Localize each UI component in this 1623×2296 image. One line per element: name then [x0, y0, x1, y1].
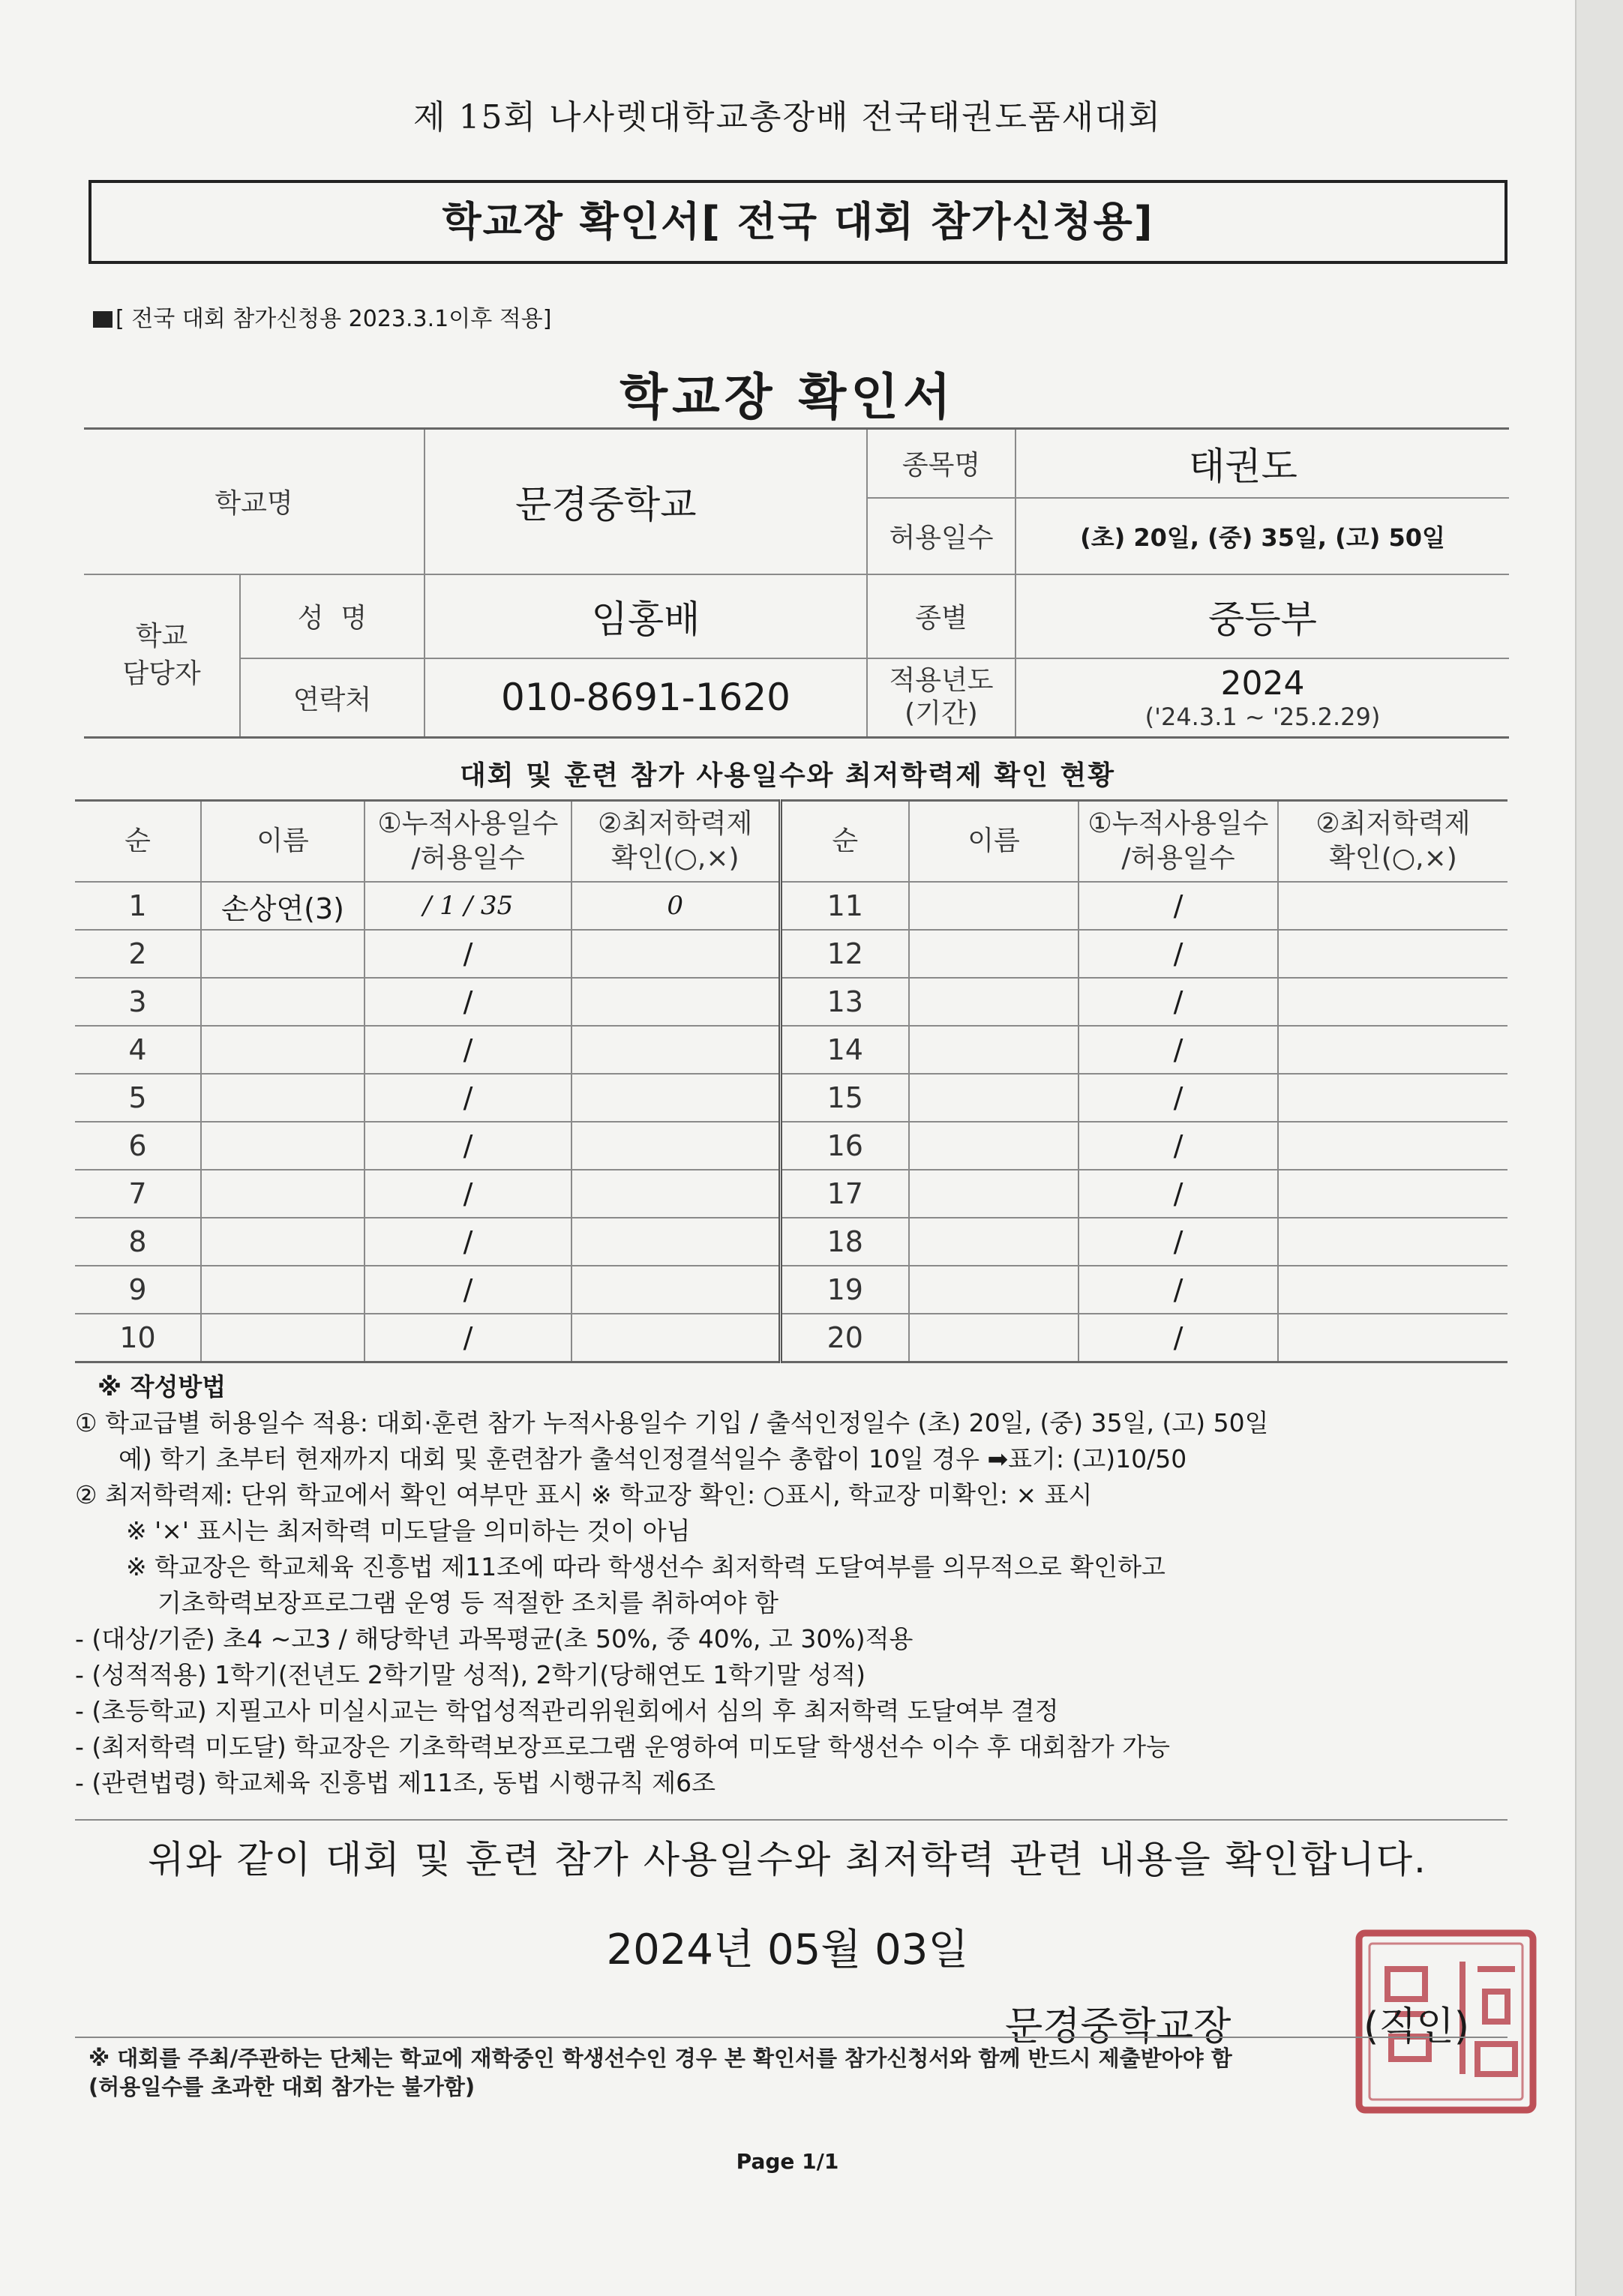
student-name: [909, 1074, 1078, 1122]
academic-check: [1278, 930, 1508, 978]
year-value: 2024: [1220, 664, 1305, 703]
note-2-a: ※ '×' 표시는 최저학력 미도달을 의미하는 것이 아님: [126, 1516, 691, 1545]
principal-title: 문경중학교장: [1005, 2004, 1232, 2049]
days-used: /: [1078, 1170, 1278, 1218]
student-name: [201, 1314, 364, 1362]
subtitle-text: [ 전국 대회 참가신청용 2023.3.1이후 적용]: [116, 306, 552, 332]
row-number: 15: [780, 1074, 909, 1122]
academic-check: [572, 930, 780, 978]
col-name-header: 이름: [201, 801, 364, 883]
detail-5: - (관련법령) 학교체육 진흥법 제11조, 동법 시행규칙 제6조: [75, 1768, 716, 1797]
section-title: 대회 및 훈련 참가 사용일수와 최저학력제 확인 현황: [459, 760, 1116, 791]
table-row: [75, 1218, 1508, 1266]
days-used: /: [1078, 930, 1278, 978]
row-number: 12: [780, 930, 909, 978]
days-used: /: [1078, 1026, 1278, 1074]
boxed-title: 학교장 확인서[ 전국 대회 참가신청용]: [88, 180, 1508, 264]
table-row: [75, 1170, 1508, 1218]
instructions-heading: ※ 작성방법: [98, 1372, 226, 1401]
student-name: [909, 930, 1078, 978]
manager-label: 학교 담당자: [84, 574, 240, 738]
detail-2: - (성적적용) 1학기(전년도 2학기말 성적), 2학기(당해연도 1학기말 성적): [75, 1660, 866, 1689]
table-body: [75, 882, 1508, 1362]
days-used: /: [1078, 978, 1278, 1026]
days-used: /: [1078, 1266, 1278, 1314]
divider: [75, 1819, 1508, 1821]
days-used: /: [1078, 1074, 1278, 1122]
col-days-header: ①누적사용일수 /허용일수: [364, 801, 572, 883]
instructions: [75, 1369, 1538, 1801]
student-name: [909, 1170, 1078, 1218]
days-used: /: [364, 1026, 572, 1074]
participation-table: [75, 799, 1508, 1363]
student-name: [201, 930, 364, 978]
page-number: Page 1/1: [736, 2149, 839, 2174]
student-name: [201, 1266, 364, 1314]
days-used: /: [364, 1074, 572, 1122]
seal-label: (직인): [1364, 2004, 1470, 2049]
note-1-example: 예) 학기 초부터 현재까지 대회 및 훈련참가 출석인정결석일수 총합이 10일 경우 ➡표기: (고)10/50: [118, 1444, 1187, 1473]
days-used: /: [364, 930, 572, 978]
confirmation-statement: 위와 같이 대회 및 훈련 참가 사용일수와 최저학력 관련 내용을 확인합니다.: [148, 1838, 1427, 1881]
row-number: 14: [780, 1026, 909, 1074]
student-name: [909, 882, 1078, 930]
table-row: [75, 1266, 1508, 1314]
days-used: /: [364, 1170, 572, 1218]
footer-divider: [75, 2037, 1508, 2038]
academic-check: [1278, 882, 1508, 930]
row-number: 8: [75, 1218, 201, 1266]
event-label: 종목명: [867, 429, 1016, 498]
col-name-header: 이름: [909, 801, 1078, 883]
note-2-b: ※ 학교장은 학교체육 진흥법 제11조에 따라 학생선수 최저학력 도달여부를 의무적으로 확인하고: [126, 1552, 1166, 1581]
row-number: 4: [75, 1026, 201, 1074]
table-row: [75, 1074, 1508, 1122]
row-number: 3: [75, 978, 201, 1026]
academic-check: [572, 1122, 780, 1170]
footer-note: ※ 대회를 주최/주관하는 단체는 학교에 재학중인 학생선수인 경우 본 확인서를 참가신청서와 함께 반드시 제출받아야 함 (허용일수를 초과한 대회 참가는 불가함): [88, 2046, 1232, 2100]
main-title: 학교장 확인서: [620, 368, 956, 426]
academic-check: 0: [572, 882, 780, 930]
detail-3: - (초등학교) 지필고사 미실시교는 학업성적관리위원회에서 심의 후 최저학력 도달여부 결정: [75, 1696, 1059, 1725]
table-header-row: [75, 801, 1508, 883]
academic-check: [572, 978, 780, 1026]
table-row: [75, 882, 1508, 930]
academic-check: [1278, 978, 1508, 1026]
event-value: 태권도: [1016, 429, 1509, 498]
row-number: 10: [75, 1314, 201, 1362]
col-check-header: ②최저학력제 확인(○,×): [1278, 801, 1508, 883]
row-number: 17: [780, 1170, 909, 1218]
days-used: /: [364, 1266, 572, 1314]
student-name: [201, 1170, 364, 1218]
row-number: 2: [75, 930, 201, 978]
days-used: /: [1078, 1122, 1278, 1170]
academic-check: [572, 1170, 780, 1218]
student-name: [909, 1266, 1078, 1314]
table-row: [75, 1314, 1508, 1362]
days-used: /: [1078, 1314, 1278, 1362]
academic-check: [1278, 1026, 1508, 1074]
student-name: [909, 1314, 1078, 1362]
academic-check: [1278, 1266, 1508, 1314]
academic-check: [572, 1026, 780, 1074]
student-name: [201, 1026, 364, 1074]
form-subtitle: [93, 300, 551, 333]
days-used: /: [1078, 882, 1278, 930]
category-value: 중등부: [1016, 574, 1509, 658]
year-label: 적용년도 (기간): [867, 658, 1016, 738]
academic-check: [1278, 1218, 1508, 1266]
detail-4: - (최저학력 미도달) 학교장은 기초학력보장프로그램 운영하여 미도달 학생선수 이수 후 대회참가 가능: [75, 1732, 1171, 1761]
allowed-days-value: (초) 20일, (중) 35일, (고) 50일: [1016, 498, 1509, 574]
student-name: [909, 1218, 1078, 1266]
row-number: 7: [75, 1170, 201, 1218]
row-number: 11: [780, 882, 909, 930]
page-edge: [1575, 0, 1623, 2296]
row-number: 13: [780, 978, 909, 1026]
year-cell: [1016, 658, 1509, 738]
issue-date: 2024년 05월 03일: [606, 1926, 969, 1974]
table-row: [75, 1026, 1508, 1074]
student-name: [201, 1218, 364, 1266]
note-1: ① 학교급별 허용일수 적용: 대회·훈련 참가 누적사용일수 기입 / 출석인정일수 (초) 20일, (중) 35일, (고) 50일: [75, 1408, 1269, 1437]
academic-check: [1278, 1074, 1508, 1122]
col-days-header: ①누적사용일수 /허용일수: [1078, 801, 1278, 883]
student-name: [201, 1074, 364, 1122]
student-name: [201, 978, 364, 1026]
contact-label: 연락처: [240, 658, 424, 738]
row-number: 18: [780, 1218, 909, 1266]
academic-check: [572, 1074, 780, 1122]
period-value: ('24.3.1 ~ '25.2.29): [1144, 702, 1381, 731]
days-used: / 1 / 35: [364, 882, 572, 930]
days-used: /: [364, 1122, 572, 1170]
student-name: 손상연(3): [201, 882, 364, 930]
row-number: 16: [780, 1122, 909, 1170]
competition-header: 제 15회 나사렛대학교총장배 전국태권도품새대회: [412, 98, 1162, 136]
academic-check: [572, 1314, 780, 1362]
contact-value: 010-8691-1620: [424, 658, 867, 738]
academic-check: [1278, 1122, 1508, 1170]
note-2: ② 최저학력제: 단위 학교에서 확인 여부만 표시 ※ 학교장 확인: ○표시, 학교장 미확인: × 표시: [75, 1480, 1093, 1509]
name-value: 임홍배: [424, 574, 867, 658]
row-number: 5: [75, 1074, 201, 1122]
academic-check: [1278, 1170, 1508, 1218]
days-used: /: [1078, 1218, 1278, 1266]
allowed-days-label: 허용일수: [867, 498, 1016, 574]
note-2-c: 기초학력보장프로그램 운영 등 적절한 조치를 취하여야 함: [158, 1588, 779, 1617]
row-number: 19: [780, 1266, 909, 1314]
category-label: 종별: [867, 574, 1016, 658]
school-label: 학교명: [84, 429, 424, 574]
days-used: /: [364, 1218, 572, 1266]
academic-check: [572, 1266, 780, 1314]
table-row: [75, 930, 1508, 978]
student-name: [909, 1026, 1078, 1074]
table-row: [75, 978, 1508, 1026]
row-number: 20: [780, 1314, 909, 1362]
detail-1: - (대상/기준) 초4 ~고3 / 해당학년 과목평균(초 50%, 중 40%, 고 30%)적용: [75, 1624, 914, 1653]
days-used: /: [364, 978, 572, 1026]
school-value: 문경중학교: [424, 429, 867, 574]
student-name: [909, 978, 1078, 1026]
academic-check: [1278, 1314, 1508, 1362]
row-number: 6: [75, 1122, 201, 1170]
info-table: [84, 427, 1509, 739]
days-used: /: [364, 1314, 572, 1362]
col-no-header: 순: [780, 801, 909, 883]
col-check-header: ②최저학력제 확인(○,×): [572, 801, 780, 883]
student-name: [909, 1122, 1078, 1170]
row-number: 9: [75, 1266, 201, 1314]
square-bullet-icon: [93, 311, 112, 328]
table-row: [75, 1122, 1508, 1170]
student-name: [201, 1122, 364, 1170]
col-no-header: 순: [75, 801, 201, 883]
academic-check: [572, 1218, 780, 1266]
name-label: 성 명: [240, 574, 424, 658]
row-number: 1: [75, 882, 201, 930]
